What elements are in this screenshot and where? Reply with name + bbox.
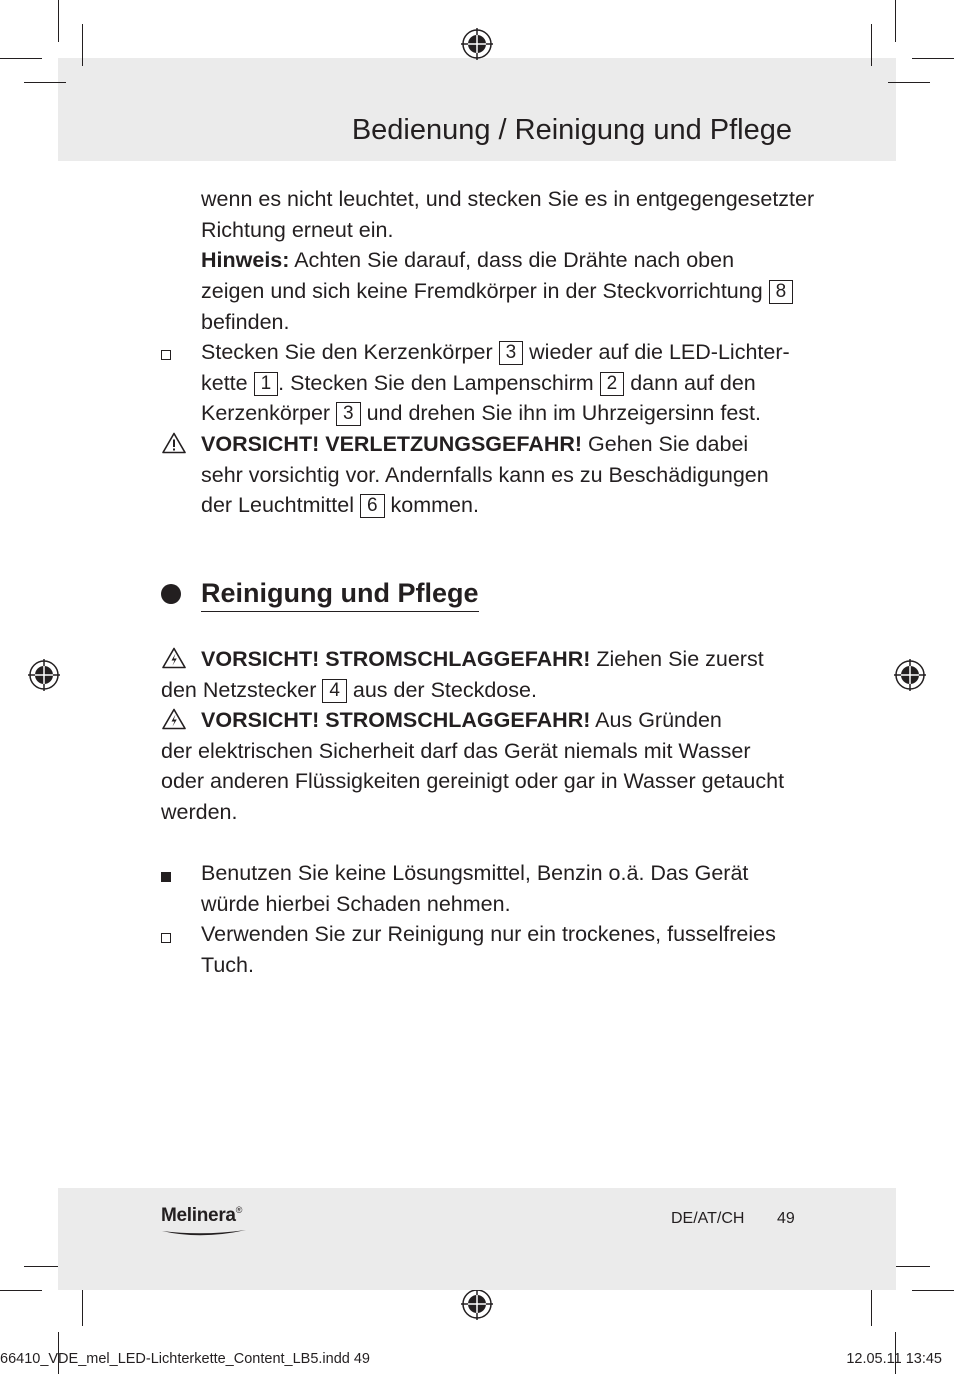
filled-bullet-icon xyxy=(161,872,171,882)
text-span: zeigen und sich keine Fremdkörper in der Steckvorrichtung xyxy=(201,279,769,304)
reference-number: 3 xyxy=(499,341,524,365)
page-number: 49 xyxy=(777,1210,795,1227)
list-item xyxy=(201,858,748,919)
reference-number: 8 xyxy=(769,280,794,304)
text-line xyxy=(201,368,790,399)
crop-mark xyxy=(912,58,954,59)
footer-band xyxy=(58,1188,896,1290)
registration-mark-icon xyxy=(461,1288,493,1320)
hint-label: Hinweis: xyxy=(201,248,290,273)
text-line xyxy=(201,429,769,460)
text-line xyxy=(161,675,801,706)
step-paragraph xyxy=(201,337,790,429)
reference-number: 1 xyxy=(254,372,279,396)
crop-mark xyxy=(888,82,930,83)
text-span: den Netzstecker xyxy=(161,677,323,702)
locale-label: DE/AT/CH xyxy=(671,1210,745,1227)
text-span: Aus Gründen xyxy=(590,708,722,732)
text-line: würde hierbei Schaden nehmen. xyxy=(201,891,511,916)
text-span: wieder auf die LED-Lichter- xyxy=(523,340,790,364)
text-line: Benutzen Sie keine Lösungsmittel, Benzin o.ä. Das Gerät xyxy=(201,861,749,885)
text-line: Verwenden Sie zur Reinigung nur ein trockenes, fusselfreies xyxy=(201,922,776,946)
continued-paragraph xyxy=(201,184,814,338)
warning-paragraph xyxy=(161,644,801,705)
text-line: befinden. xyxy=(201,309,290,334)
warning-paragraph xyxy=(201,429,769,521)
reference-number: 2 xyxy=(600,372,625,396)
crop-mark xyxy=(82,24,83,66)
crop-mark xyxy=(24,82,66,83)
text-line xyxy=(201,337,790,368)
text-span: Stecken Sie den Kerzenkörper xyxy=(201,340,499,364)
page-title: Bedienung / Reinigung und Pflege xyxy=(351,114,792,146)
text-line xyxy=(161,644,801,675)
text-span: . Stecken Sie den Lampenschirm xyxy=(278,370,600,395)
reference-number: 4 xyxy=(322,679,347,703)
checkbox-bullet-icon xyxy=(161,350,171,360)
warning-label: VORSICHT! STROMSCHLAGGEFAHR! xyxy=(201,647,591,671)
section-bullet-icon xyxy=(161,584,181,604)
crop-mark xyxy=(871,24,872,66)
registered-mark: ® xyxy=(235,1205,243,1215)
registration-mark-icon xyxy=(28,659,60,691)
checkbox-bullet-icon xyxy=(161,933,171,943)
crop-mark xyxy=(895,0,896,42)
text-line xyxy=(201,490,769,521)
text-span: und drehen Sie ihn im Uhrzeigersinn fest. xyxy=(360,401,761,426)
text-span: kommen. xyxy=(384,493,479,518)
text-line: sehr vorsichtig vor. Andernfalls kann es zu Beschädigungen xyxy=(201,462,769,487)
section-heading: Reinigung und Pflege xyxy=(201,578,479,612)
brand-logo xyxy=(161,1205,242,1227)
text-span: dann auf den xyxy=(624,370,756,395)
text-line: werden. xyxy=(161,800,238,825)
reference-number: 3 xyxy=(336,402,361,426)
brand-name: Melinera xyxy=(161,1205,236,1226)
warning-triangle-icon xyxy=(162,432,186,454)
hint-line xyxy=(201,245,814,276)
warning-label: VORSICHT! STROMSCHLAGGEFAHR! xyxy=(201,708,591,732)
text-span: der Leuchtmittel xyxy=(201,493,360,518)
registration-mark-icon xyxy=(894,659,926,691)
crop-mark xyxy=(871,1284,872,1326)
text-span: Achten Sie darauf, dass die Drähte nach oben xyxy=(289,248,735,273)
reference-number: 6 xyxy=(360,494,385,518)
crop-mark xyxy=(0,1290,42,1291)
text-line: der elektrischen Sicherheit darf das Gerät niemals mit Wasser xyxy=(161,738,751,763)
brand-swoosh-icon xyxy=(161,1229,247,1239)
text-line: Tuch. xyxy=(201,952,254,977)
print-slug-date: 12.05.11 13:45 xyxy=(846,1351,942,1367)
text-span: kette xyxy=(201,370,254,395)
crop-mark xyxy=(912,1290,954,1291)
text-span: Kerzenkörper xyxy=(201,401,337,426)
text-line xyxy=(201,398,790,429)
text-span: Gehen Sie dabei xyxy=(582,432,749,456)
registration-mark-icon xyxy=(461,28,493,60)
list-item xyxy=(201,919,776,980)
text-span: Ziehen Sie zuerst xyxy=(590,647,764,671)
text-line xyxy=(161,705,821,736)
print-slug-file: 66410_VDE_mel_LED-Lichterkette_Content_LB5.indd 49 xyxy=(0,1351,370,1367)
warning-paragraph xyxy=(161,705,821,828)
hint-line xyxy=(201,276,814,307)
text-line: Richtung erneut ein. xyxy=(201,217,394,242)
text-line: wenn es nicht leuchtet, und stecken Sie es in entgegengesetzter xyxy=(201,187,815,211)
text-span: aus der Steckdose. xyxy=(346,677,537,702)
crop-mark xyxy=(82,1284,83,1326)
crop-mark xyxy=(58,0,59,42)
warning-label: VORSICHT! VERLETZUNGSGEFAHR! xyxy=(201,432,583,456)
crop-mark xyxy=(0,58,42,59)
text-line: oder anderen Flüssigkeiten gereinigt oder gar in Wasser getaucht xyxy=(161,769,785,794)
